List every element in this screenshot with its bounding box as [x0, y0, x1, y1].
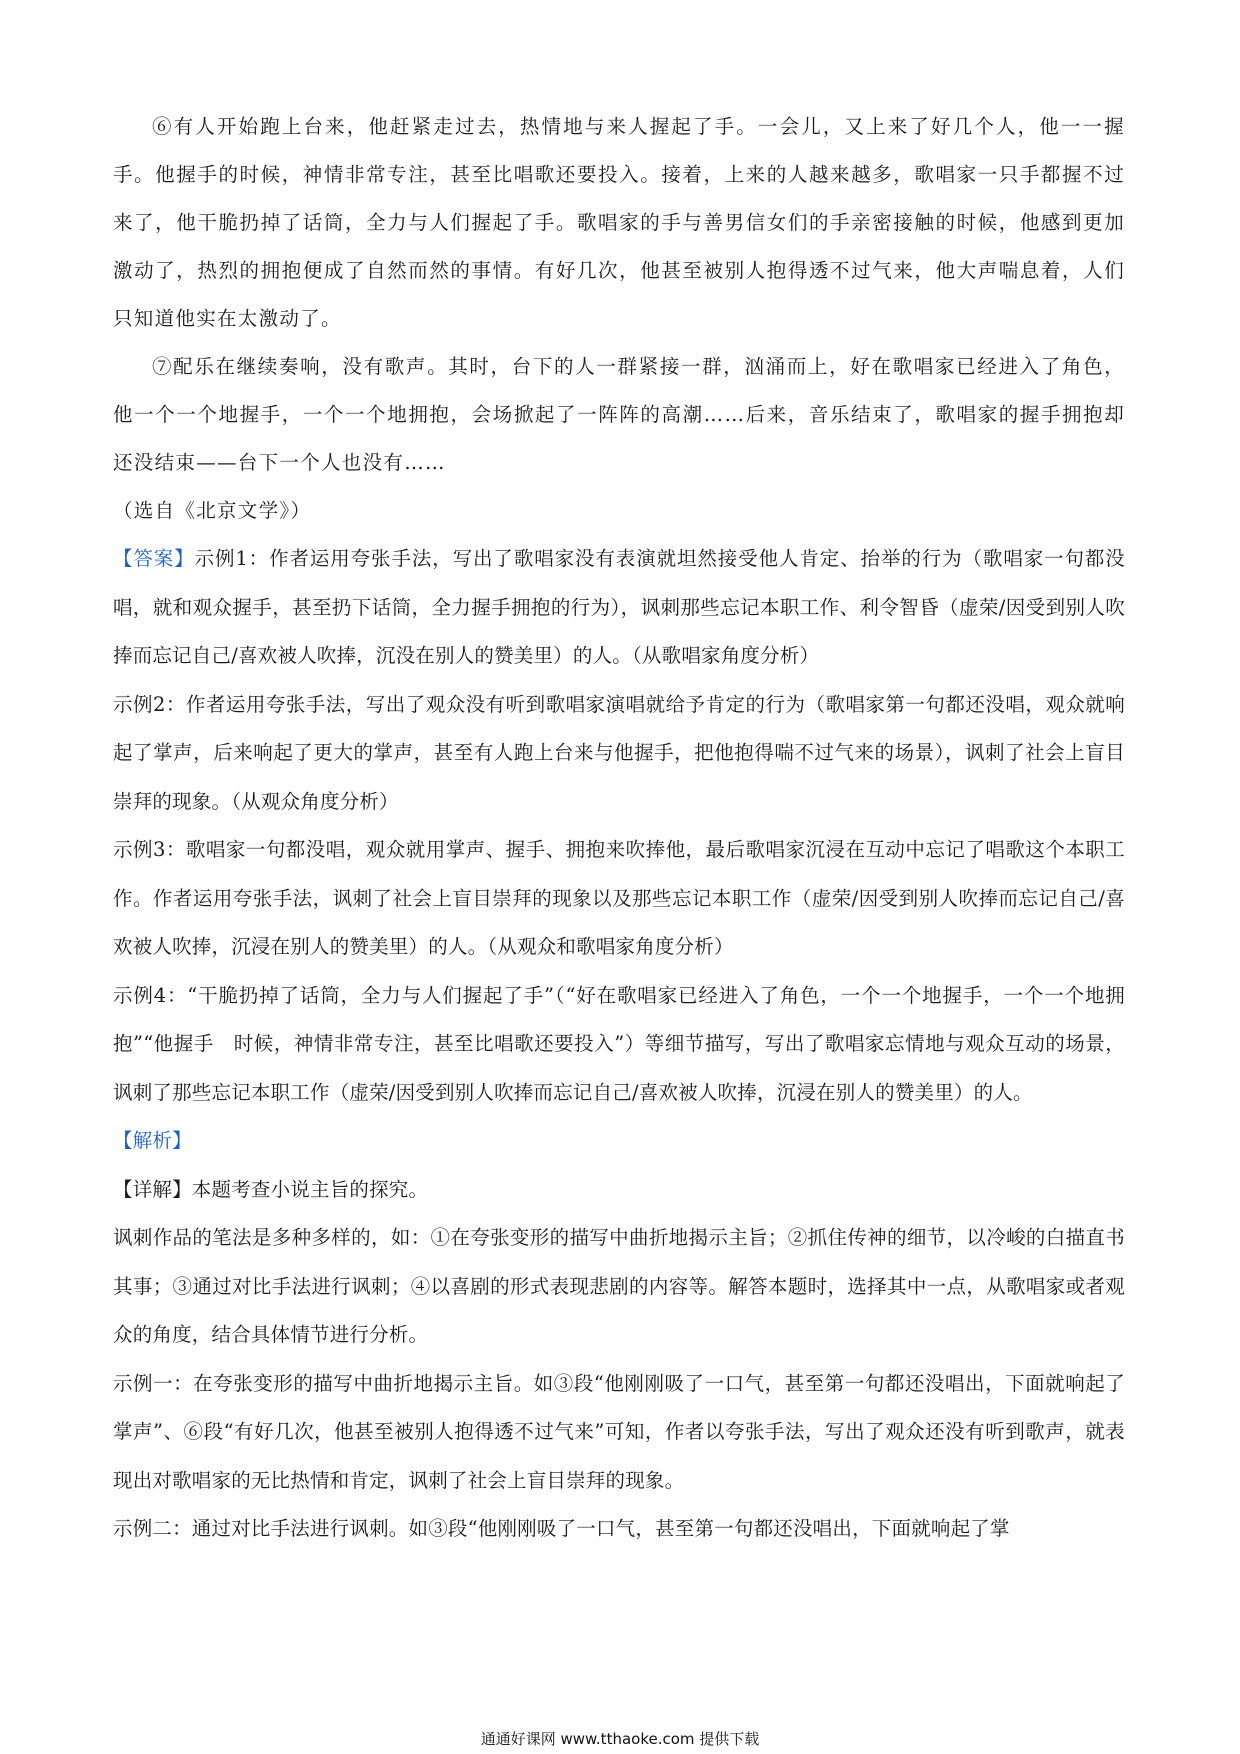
document-page — [113, 103, 1125, 1554]
footer-watermark: 通通好课网 www.tthaoke.com 提供下载 — [480, 1730, 760, 1748]
story-excerpt — [113, 103, 1125, 535]
analysis-heading — [113, 1117, 1125, 1166]
analysis-detail: 【详解】本题考查小说主旨的探究。 — [113, 1177, 429, 1201]
answer-example-1-text: 示例1：作者运用夸张手法，写出了歌唱家没有表演就坦然接受他人肯定、抬举的行为（歌唱家一句都没唱，就和观众握手，甚至扔下话筒，全力握手拥抱的行为），讽刺那些忘记本职工作、利令智昏（虚荣/因受到别人吹捧而忘记自己/喜欢被人吹捧，沉没在别人的赞美里）的人。（从歌唱家角度分析） — [113, 547, 1125, 667]
answer-tag: 【答案】 — [113, 547, 195, 570]
answer-example-2: 示例2：作者运用夸张手法，写出了观众没有听到歌唱家演唱就给予肯定的行为（歌唱家第一句都还没唱，观众就响起了掌声，后来响起了更大的掌声，甚至有人跑上台来与他握手，把他抱得喘不过气来的场景），讽刺了社会上盲目崇拜的现象。（从观众角度分析） — [113, 692, 1125, 813]
analysis-paragraph-1: 讽刺作品的笔法是多种多样的，如：①在夸张变形的描写中曲折地揭示主旨；②抓住传神的细节，以冷峻的白描直书其事；③通过对比手法进行讽刺；④以喜剧的形式表现悲剧的内容等。解答本题时，选择其中一点，从歌唱家或者观众的角度，结合具体情节进行分析。 — [113, 1226, 1125, 1346]
analysis-example-1: 示例一：在夸张变形的描写中曲折地揭示主旨。如③段“他刚刚吸了一口气，甚至第一句都还没唱出，下面就响起了掌声”、⑥段“有好几次，他甚至被别人抱得透不过气来”可知，作者以夸张手法，写出了观众还没有听到歌声，就表现出对歌唱家的无比热情和肯定，讽刺了社会上盲目崇拜的现象。 — [113, 1371, 1125, 1492]
analysis-tag: 【解析】 — [113, 1129, 192, 1152]
answer-example-3: 示例3：歌唱家一句都没唱，观众就用掌声、握手、拥抱来吹捧他，最后歌唱家沉浸在互动中忘记了唱歌这个本职工作。作者运用夸张手法，讽刺了社会上盲目崇拜的现象以及那些忘记本职工作（虚荣/因受到别人吹捧而忘记自己/喜欢被人吹捧，沉浸在别人的赞美里）的人。（从观众和歌唱家角度分析） — [113, 838, 1125, 958]
story-paragraph-7: ⑦配乐在继续奏响，没有歌声。其时，台下的人一群紧接一群，汹涌而上，好在歌唱家已经进入了角色，他一个一个地握手，一个一个地拥抱，会场掀起了一阵阵的高潮……后来，音乐结束了，歌唱家的握手拥抱却还没结束——台下一个人也没有…… — [113, 355, 1125, 474]
analysis-example-2: 示例二：通过对比手法进行讽刺。如③段“他刚刚吸了一口气，甚至第一句都还没唱出，下面就响起了掌 — [113, 1517, 1010, 1540]
source-citation: （选自《北京文学》） — [113, 499, 312, 522]
answer-example-1 — [113, 535, 1125, 681]
answer-example-4: 示例4：“干脆扔掉了话筒，全力与人们握起了手”（“好在歌唱家已经进入了角色，一个一个地握手，一个一个地拥抱”“他握手 时候，神情非常专注，甚至比唱歌还要投入”）等细节描写，写出了歌唱家忘情地与观众互动的场景，讽刺了那些忘记本职工作（虚荣/因受到别人吹捧而忘记自己/喜欢被人吹捧，沉浸在别人的赞美里）的人。 — [113, 983, 1125, 1104]
story-paragraph-6: ⑥有人开始跑上台来，他赶紧走过去，热情地与来人握起了手。一会儿，又上来了好几个人，他一一握手。他握手的时候，神情非常专注，甚至比唱歌还要投入。接着，上来的人越来越多，歌唱家一只手都握不过来了，他干脆扔掉了话筒，全力与人们握起了手。歌唱家的手与善男信女们的手亲密接触的时候，他感到更加激动了，热烈的拥抱便成了自然而然的事情。有好几次，他甚至被别人抱得透不过气来，他大声喘息着，人们只知道他实在太激动了。 — [113, 115, 1125, 330]
answer-section — [113, 535, 1125, 1554]
